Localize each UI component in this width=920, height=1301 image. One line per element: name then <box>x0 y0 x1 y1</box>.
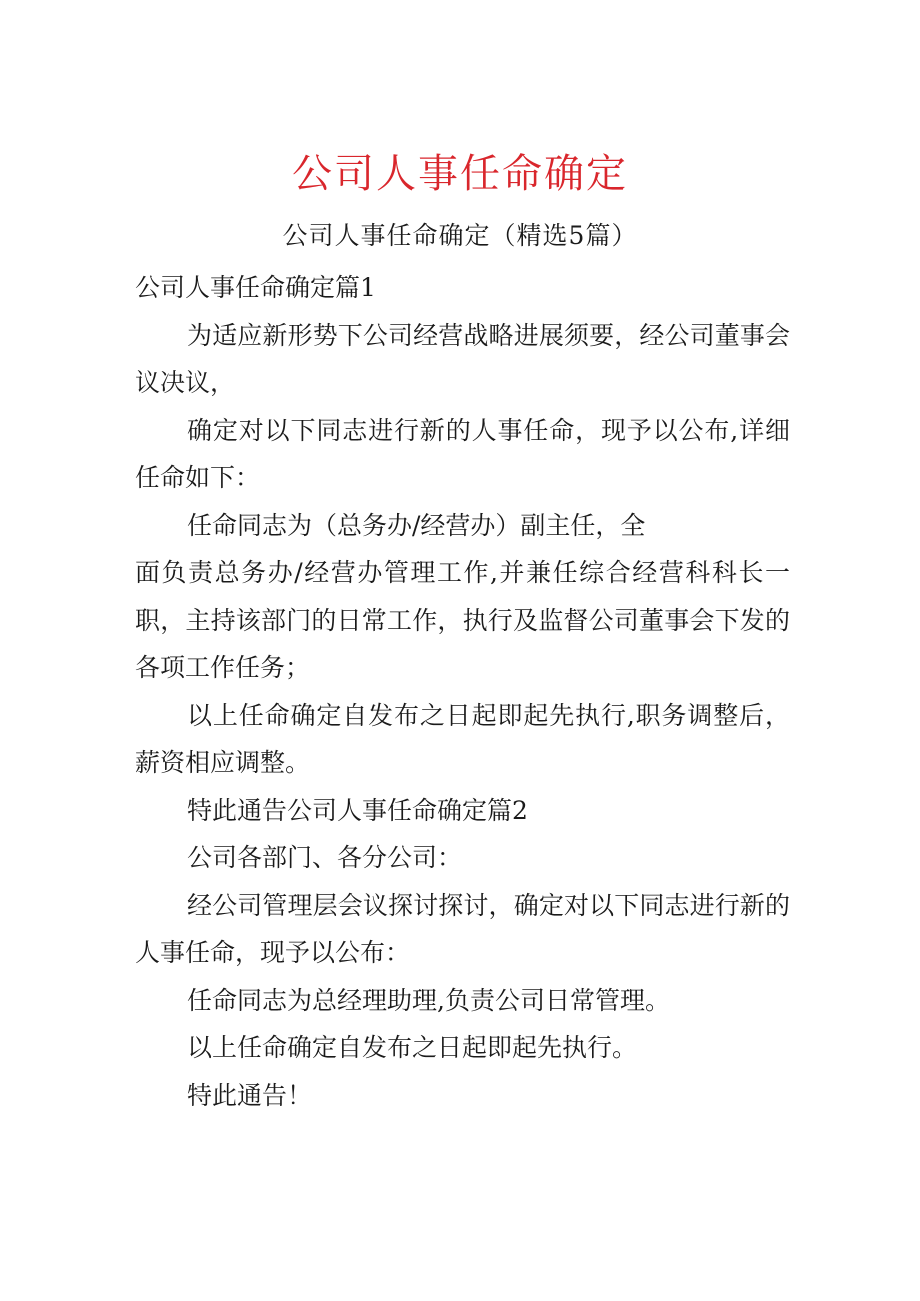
section-heading-1: 公司人事任命确定篇1 <box>135 273 376 302</box>
paragraph: 特此通告！ <box>187 1080 313 1110</box>
document-body <box>135 264 790 1119</box>
paragraph: 以上任命确定自发布之日起即起先执行。 <box>187 1033 638 1062</box>
paragraph: 任命同志为（总务办/经营办）副主任，全 <box>187 510 646 540</box>
paragraph: 任命同志为总经理助理,负责公司日常管理。 <box>187 985 670 1015</box>
paragraph: 面负责总务办/经营办管理工作,并兼任综合经营科科长一职，主持该部门的日常工作，执行及监督公司董事会下发的各项工作任务； <box>135 558 790 682</box>
paragraph: 以上任命确定自发布之日起即起先执行,职务调整后，薪资相应调整。 <box>135 700 790 777</box>
document-subtitle: 公司人事任命确定（精选5篇） <box>282 221 638 250</box>
paragraph: 确定对以下同志进行新的人事任命，现予以公布,详细任命如下： <box>135 415 790 492</box>
document-title: 公司人事任命确定 <box>292 151 628 197</box>
paragraph: 公司各部门、各分公司： <box>187 843 463 872</box>
paragraph: 为适应新形势下公司经营战略进展须要，经公司董事会议决议， <box>135 320 790 397</box>
paragraph: 经公司管理层会议探讨探讨，确定对以下同志进行新的人事任命，现予以公布： <box>135 890 790 967</box>
section-heading-2: 特此通告公司人事任命确定篇2 <box>187 795 528 825</box>
